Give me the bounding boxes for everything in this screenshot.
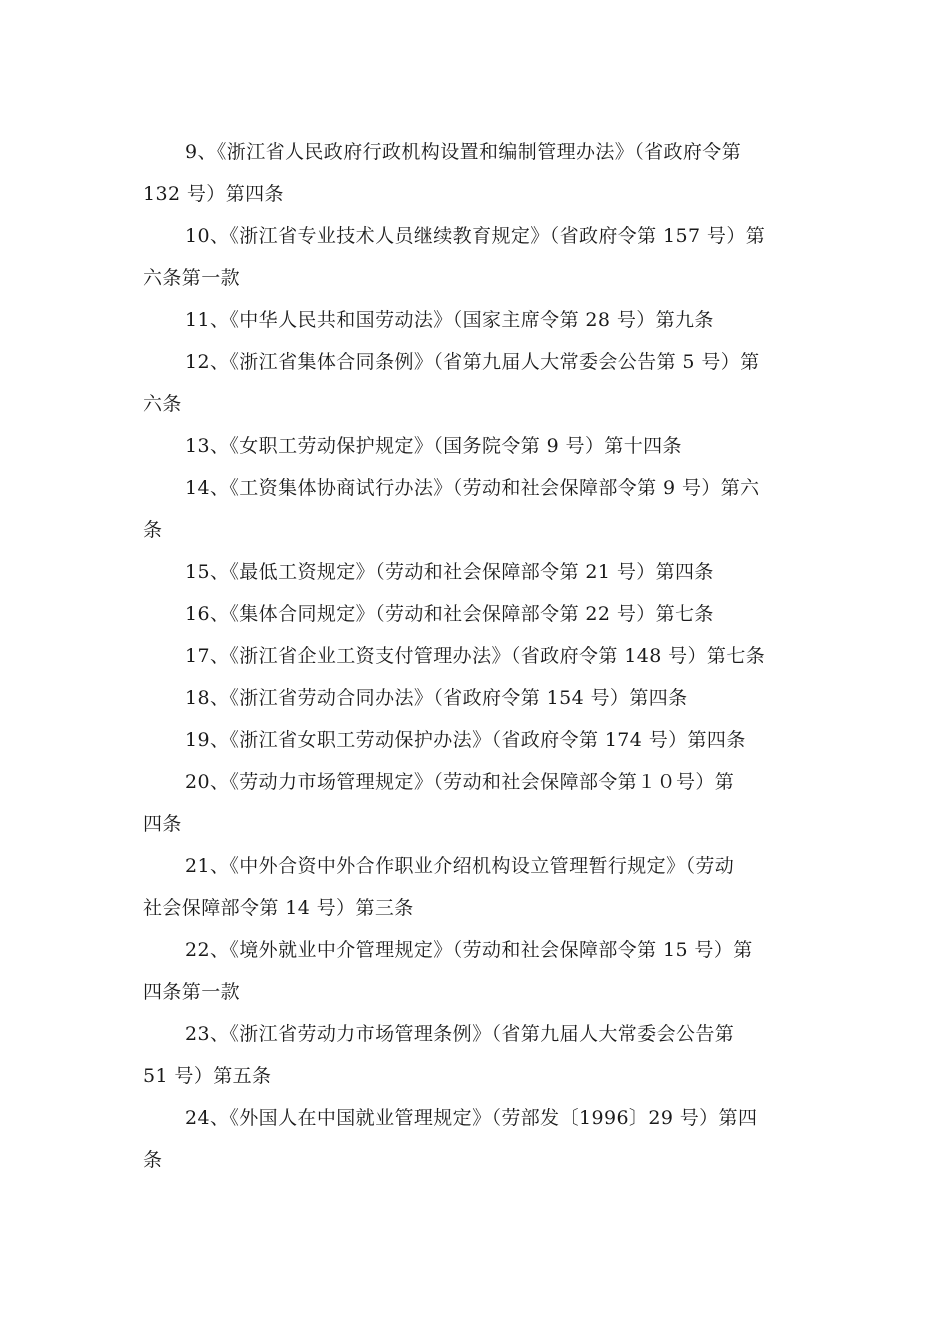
list-item-line: 19、《浙江省女职工劳动保护办法》（省政府令第 174 号）第四条 [185, 729, 746, 751]
list-item [143, 1097, 808, 1181]
list-item [143, 719, 808, 761]
list-item-line: 24、《外国人在中国就业管理规定》（劳部发〔1996〕29 号）第四 [185, 1107, 758, 1129]
list-item [143, 761, 808, 845]
list-item-line: 条 [143, 519, 163, 541]
list-item-line: 六条第一款 [143, 267, 241, 289]
list-item [143, 635, 808, 677]
list-item-line: 15、《最低工资规定》（劳动和社会保障部令第 21 号）第四条 [185, 561, 714, 583]
list-item-line: 10、《浙江省专业技术人员继续教育规定》（省政府令第 157 号）第 [185, 225, 766, 247]
list-item-line: 12、《浙江省集体合同条例》（省第九届人大常委会公告第 5 号）第 [185, 351, 760, 373]
list-item-line: 六条 [143, 393, 182, 415]
list-item-line: 20、《劳动力市场管理规定》（劳动和社会保障部令第１０号）第 [185, 771, 735, 793]
list-item [143, 299, 808, 341]
list-item [143, 551, 808, 593]
list-item [143, 929, 808, 1013]
list-item-line: 13、《女职工劳动保护规定》（国务院令第 9 号）第十四条 [185, 435, 682, 457]
list-item-line: 23、《浙江省劳动力市场管理条例》（省第九届人大常委会公告第 [185, 1023, 735, 1045]
list-item-line: 社会保障部令第 14 号）第三条 [143, 897, 414, 919]
list-item-line: 四条 [143, 813, 182, 835]
list-item-line: 条 [143, 1149, 163, 1171]
regulation-list [143, 131, 808, 1181]
list-item-line: 四条第一款 [143, 981, 241, 1003]
list-item-line: 16、《集体合同规定》（劳动和社会保障部令第 22 号）第七条 [185, 603, 714, 625]
list-item-line: 18、《浙江省劳动合同办法》（省政府令第 154 号）第四条 [185, 687, 688, 709]
list-item [143, 425, 808, 467]
list-item-line: 17、《浙江省企业工资支付管理办法》（省政府令第 148 号）第七条 [185, 645, 766, 667]
list-item [143, 677, 808, 719]
list-item [143, 1013, 808, 1097]
list-item-line: 11、《中华人民共和国劳动法》（国家主席令第 28 号）第九条 [185, 309, 714, 331]
list-item [143, 845, 808, 929]
list-item-line: 14、《工资集体协商试行办法》（劳动和社会保障部令第 9 号）第六 [185, 477, 760, 499]
list-item-line: 22、《境外就业中介管理规定》（劳动和社会保障部令第 15 号）第 [185, 939, 753, 961]
list-item [143, 131, 808, 215]
list-item [143, 215, 808, 299]
list-item [143, 467, 808, 551]
list-item-line: 132 号）第四条 [143, 183, 284, 205]
list-item-line: 21、《中外合资中外合作职业介绍机构设立管理暂行规定》（劳动 [185, 855, 735, 877]
list-item-line: 51 号）第五条 [143, 1065, 272, 1087]
list-item [143, 341, 808, 425]
list-item [143, 593, 808, 635]
list-item-line: 9、《浙江省人民政府行政机构设置和编制管理办法》（省政府令第 [185, 141, 742, 163]
